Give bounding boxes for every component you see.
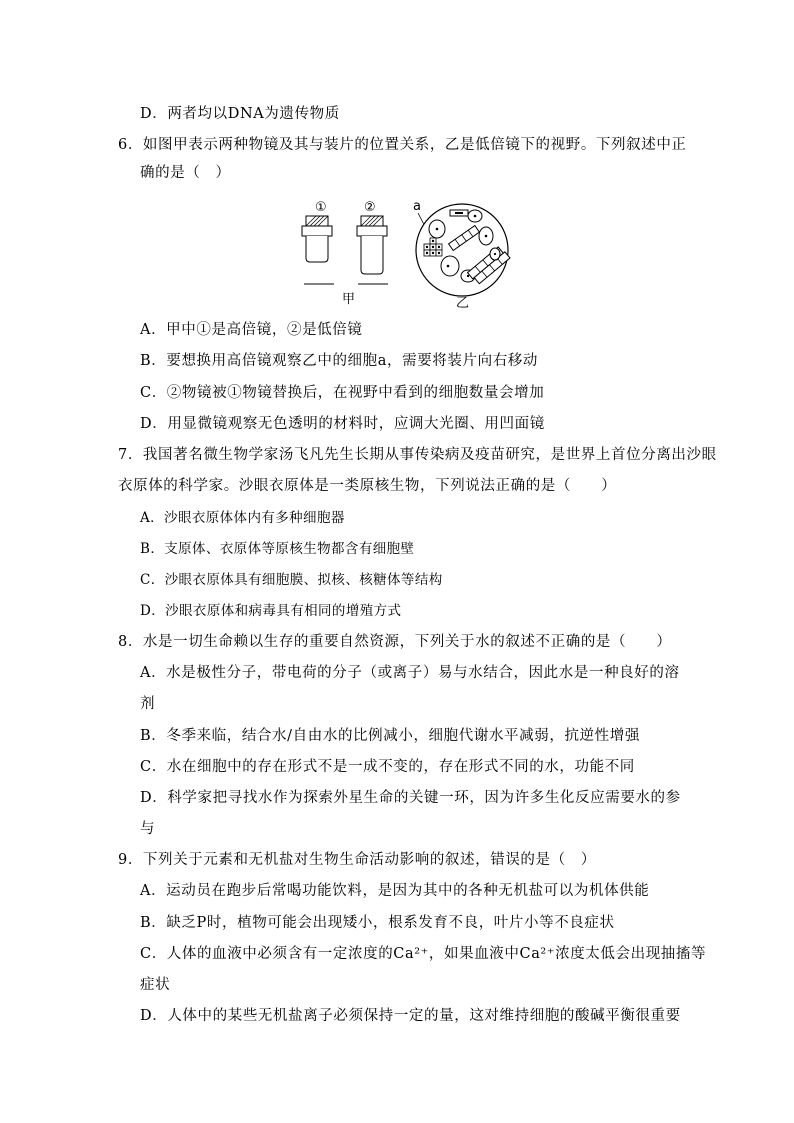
microscope-figure <box>292 196 522 314</box>
q7-option-d: D．沙眼衣原体和病毒具有相同的增殖方式 <box>140 603 402 619</box>
microscope-field-of-view <box>413 199 510 296</box>
q8-option-a-line1: A．水是极性分子，带电荷的分子（或离子）易与水结合，因此水是一种良好的溶 <box>140 665 680 681</box>
q5-option-d: D．两者均以DNA为遗传物质 <box>140 106 340 122</box>
objective-1-label: ① <box>315 200 327 215</box>
q8-option-b: B．冬季来临，结合水/自由水的比例减小，细胞代谢水平减弱，抗逆性增强 <box>140 728 640 744</box>
cell-a-label: a <box>413 199 421 214</box>
q9-option-c-line2: 症状 <box>140 977 171 993</box>
q6-stem-line1: 6．如图甲表示两种物镜及其与装片的位置关系，乙是低倍镜下的视野。下列叙述中正 <box>118 137 687 153</box>
q7-option-c: C．沙眼衣原体具有细胞膜、拟核、核糖体等结构 <box>140 572 443 588</box>
q8-option-a-line2: 剂 <box>140 696 156 712</box>
q6-option-b: B．要想换用高倍镜观察乙中的细胞a，需要将装片向右移动 <box>140 353 538 369</box>
q8-option-c: C．水在细胞中的存在形式不是一成不变的，存在形式不同的水，功能不同 <box>140 759 635 775</box>
q6-option-d: D．用显微镜观察无色透明的材料时，应调大光圈、用凹面镜 <box>140 416 545 432</box>
q6-option-c: C．②物镜被①物镜替换后，在视野中看到的细胞数量会增加 <box>140 385 545 401</box>
q9-option-d: D．人体中的某些无机盐离子必须保持一定的量，这对维持细胞的酸碱平衡很重要 <box>140 1008 681 1024</box>
q7-option-b: B．支原体、衣原体等原核生物都含有细胞壁 <box>140 541 415 557</box>
q8-option-d-line2: 与 <box>140 821 156 837</box>
figure-label-yi: 乙 <box>456 296 470 311</box>
figure-label-jia: 甲 <box>342 292 356 307</box>
q9-option-b: B．缺乏P时，植物可能会出现矮小，根系发育不良，叶片小等不良症状 <box>140 915 615 931</box>
q6-option-a: A．甲中①是高倍镜，②是低倍镜 <box>140 322 363 338</box>
q6-stem-line2: 确的是（ ） <box>140 165 231 181</box>
objective-2-icon <box>357 200 388 284</box>
q9-option-a: A．运动员在跑步后常喝功能饮料，是因为其中的各种无机盐可以为机体供能 <box>140 883 650 899</box>
q8-stem: 8．水是一切生命赖以生存的重要自然资源，下列关于水的叙述不正确的是（ ） <box>118 634 672 650</box>
objective-1-icon <box>302 200 334 284</box>
q8-option-d-line1: D．科学家把寻找水作为探索外星生命的关键一环，因为许多生化反应需要水的参 <box>140 790 681 806</box>
q9-stem: 9．下列关于元素和无机盐对生物生命活动影响的叙述，错误的是（ ） <box>118 852 596 868</box>
objective-2-label: ② <box>364 200 376 215</box>
q9-option-c-line1: C．人体的血液中必须含有一定浓度的Ca²⁺，如果血液中Ca²⁺浓度太低会出现抽搐等 <box>140 946 707 962</box>
q7-stem-line2: 衣原体的科学家。沙眼衣原体是一类原核生物，下列说法正确的是（ ） <box>118 478 617 494</box>
q7-option-a: A．沙眼衣原体体内有多种细胞器 <box>140 510 345 526</box>
q7-stem-line1: 7．我国著名微生物学家汤飞凡先生长期从事传染病及疫苗研究，是世界上首位分离出沙眼 <box>118 447 717 463</box>
